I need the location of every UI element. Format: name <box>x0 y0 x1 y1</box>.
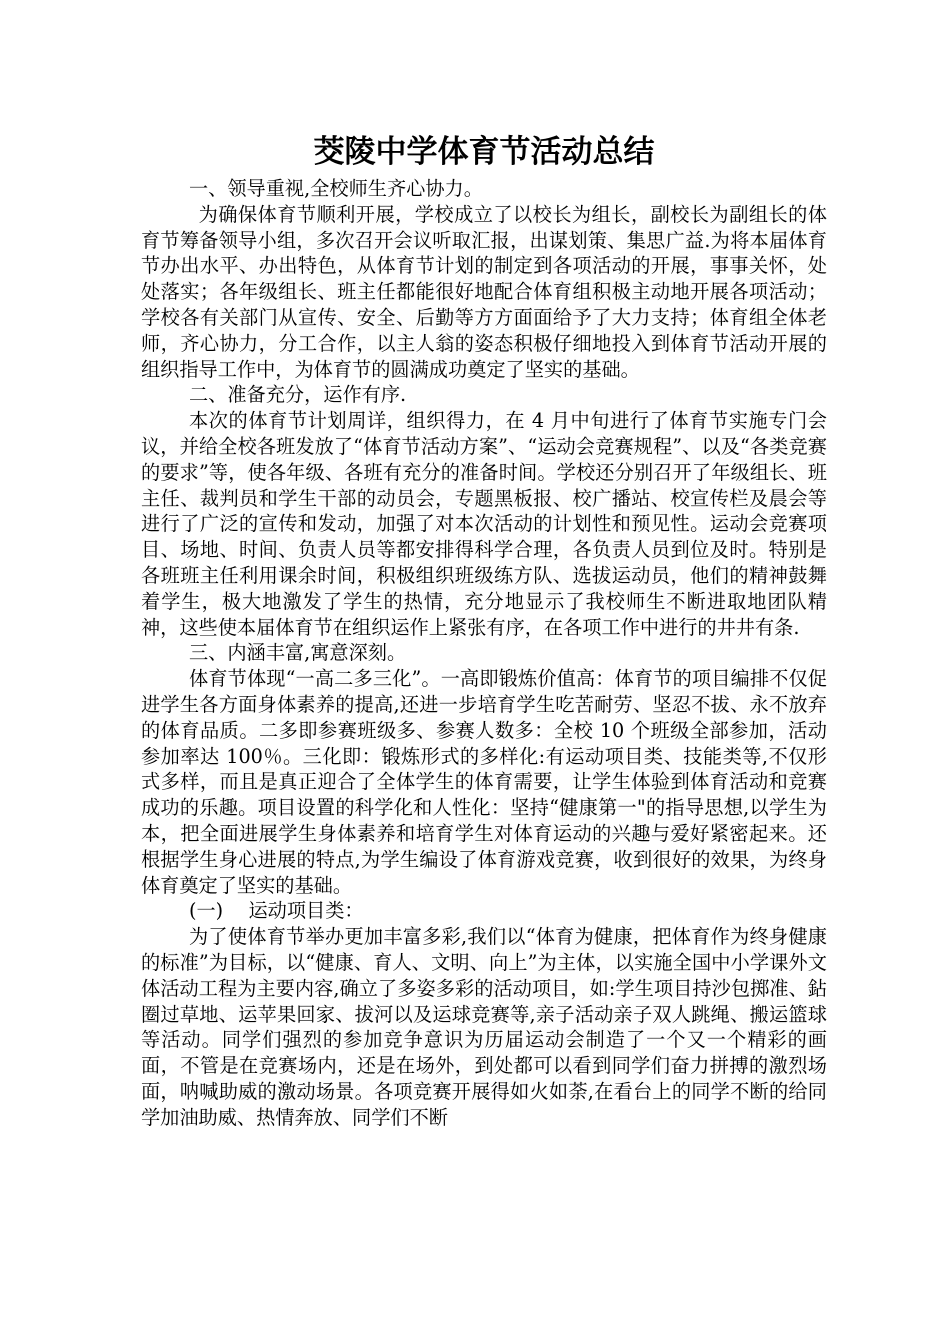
section-body-4: 为了使体育节举办更加丰富多彩,我们以“体育为健康，把体育作为终身健康的标准”为目标，以“健康、育人、文明、向上”为主体，以实施全国中小学课外文体活动工程为主要内容,确立了多姿多彩的活动项目，如:学生项目持沙包掷准、鉆圈过草地、运苹果回家、拔河以及运球竞赛等,亲子活动亲子双人跳绳、搬运篮球等活动。同学们强烈的参加竞争意识为历届运动会制造了一个又一个精彩的画面，不管是在竞赛场内，还是在场外，到处都可以看到同学们奋力拼搏的激烈场面，呐喊助威的激动场景。各项竞赛开展得如火如荼,在看台上的同学不断的给同学加油助威、热情奔放、同学们不断 <box>141 925 827 1129</box>
document-page <box>141 128 827 1130</box>
section-heading-2: 二、准备充分，运作有序. <box>189 383 407 407</box>
section-heading-1: 一、领导重视,全校师生齐心协力。 <box>189 177 483 200</box>
section-heading-4: (一) 运动项目类： <box>189 899 364 923</box>
document-title: 茭陵中学体育节活动总结 <box>313 134 655 170</box>
section-body-3: 体育节体现“一高二多三化”。一高即锻炼价值高：体育节的项目编排不仅促进学生各方面身体素养的提高,还进一步培育学生吃苦耐劳、坚忍不拔、永不放弃的体育品质。二多即参赛班级多、参赛人数多：全校 10 个班级全部参加，活动参加率达 100％。三化即：锻炼形式的多样化:有运动项目类、技能类等,不仅形式多样，而且是真正迎合了全体学生的体育需要，让学生体验到体育活动和竞赛成功的乐趣。项目设置的科学化和人性化：坚持“健康第一"的指导思想,以学生为本，把全面进展学生身体素养和培育学生对体育运动的兴趣与爱好紧密起来。还根据学生身心进展的特点,为学生编设了体育游戏竞赛，收到很好的效果，为终身体育奠定了坚实的基础。 <box>141 667 827 897</box>
section-body-1: 为确保体育节顺利开展，学校成立了以校长为组长，副校长为副组长的体育节筹备领导小组，多次召开会议听取汇报，出谋划策、集思广益.为将本届体育节办出水平、办出特色，从体育节计划的制定到各项活动的开展，事事关怀，处处落实；各年级组长、班主任都能很好地配合体育组积极主动地开展各项活动；学校各有关部门从宣传、安全、后勤等方方面面给予了大力支持；体育组全体老师，齐心协力，分工合作，以主人翁的姿态积极仔细地投入到体育节活动开展的组织指导工作中，为体育节的圆满成功奠定了坚实的基础。 <box>141 202 827 381</box>
section-body-2: 本次的体育节计划周详，组织得力，在 4 月中旬进行了体育节实施专门会议，并给全校各班发放了“体育节活动方案”、“运动会竞赛规程”、以及“各类竞赛的要求”等，使各年级、各班有充分的准备时间。学校还分别召开了年级组长、班主任、裁判员和学生干部的动员会，专题黑板报、校广播站、校宣传栏及晨会等进行了广泛的宣传和发动，加强了对本次活动的计划性和预见性。运动会竞赛项目、场地、时间、负责人员等都安排得科学合理，各负责人员到位及时。特别是各班班主任利用课余时间，积极组织班级练方队、选拔运动员，他们的精神鼓舞着学生，极大地激发了学生的热情，充分地显示了我校师生不断进取地团队精神，这些使本届体育节在组织运作上紧张有序，在各项工作中进行的井井有条. <box>141 409 827 639</box>
section-heading-3: 三、内涵丰富,寓意深刻。 <box>189 641 407 665</box>
